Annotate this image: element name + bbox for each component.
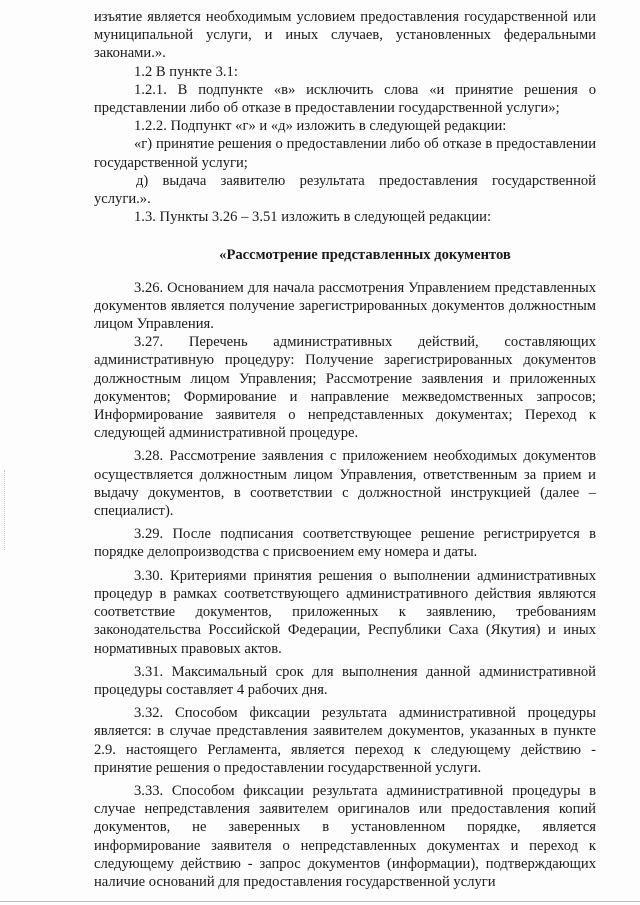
paragraph-1-2: 1.2 В пункте 3.1:: [134, 63, 238, 80]
paragraph-1-2-1: 1.2.1. В подпункте «в» исключить слова «и принятие решения о представлении либо об отказе в предоставлении государственной услуги»;: [94, 81, 596, 117]
paragraph-3-32: 3.32. Способом фиксации результата административной процедуры является: в случае представления заявителем документов, указанных в пункте 2.9. настоящего Регламента, является переход к следующему действию - принятие решения о предоставлении государственной услуги.: [94, 705, 596, 776]
scan-margin-marks: [4, 470, 8, 550]
paragraph-continuation: изъятие является необходимым условием предоставления государственной или муниципальной услуги, и иных случаев, установленных федеральными законами.».: [94, 9, 596, 62]
paragraph-item-d: д) выдача заявителю результата предоставления государственной услуги.».: [94, 172, 596, 208]
paragraph-3-31: 3.31. Максимальный срок для выполнения данной административной процедуры составляет 4 рабочих дня.: [94, 663, 596, 698]
page-text: [94, 8, 596, 891]
paragraph-1-2-2: 1.2.2. Подпункт «г» и «д» изложить в следующей редакции:: [134, 118, 507, 135]
paragraph-3-30: 3.30. Критериями принятия решения о выполнении административных процедур в рамках соответствующего административного действия являются соответствие документов, приложенных к заявлению, требованиям законодательства Российской Федерации, Республики Саха (Якутия) и иных нормативных правовых актов.: [94, 567, 596, 657]
paragraph-3-27: 3.27. Перечень административных действий, составляющих административную процедуру: Получение зарегистрированных документов должностным лицом Управления; Рассмотрение заявления и приложенных документов; Формирование и направление межведомственных запросов; Информирование заявителя о непредставленных документах; Переход к следующей административной процедуре.: [94, 334, 596, 442]
scan-bottom-edge: [0, 901, 640, 902]
paragraph-item-g: «г) принятие решения о предоставлении либо об отказе в предоставлении государственной услуги;: [94, 136, 596, 171]
section-heading: «Рассмотрение представленных документов: [219, 247, 511, 264]
paragraph-3-29: 3.29. После подписания соответствующее решение регистрируется в порядке делопроизводства с присвоением ему номера и даты.: [94, 526, 596, 561]
paragraph-1-3: 1.3. Пункты 3.26 – 3.51 изложить в следующей редакции:: [134, 209, 492, 226]
paragraph-3-26: 3.26. Основанием для начала рассмотрения Управлением представленных документов является получение зарегистрированных документов должностным лицом Управления.: [94, 279, 596, 333]
paragraph-3-33: 3.33. Способом фиксации результата административной процедуры в случае непредставления заявителем оригиналов или предоставления копий документов, не заверенных в установленном порядке, является информирование заявителя о непредставленных документах и переход к следующему действию - запрос документов (информации), подтверждающих наличие оснований для предоставления государственной услуги: [94, 782, 596, 890]
paragraph-3-28: 3.28. Рассмотрение заявления с приложением необходимых документов осуществляется должностным лицом Управления, ответственным за прием и выдачу документов, в соответствии с должностной инструкцией (далее – специалист).: [94, 448, 596, 520]
